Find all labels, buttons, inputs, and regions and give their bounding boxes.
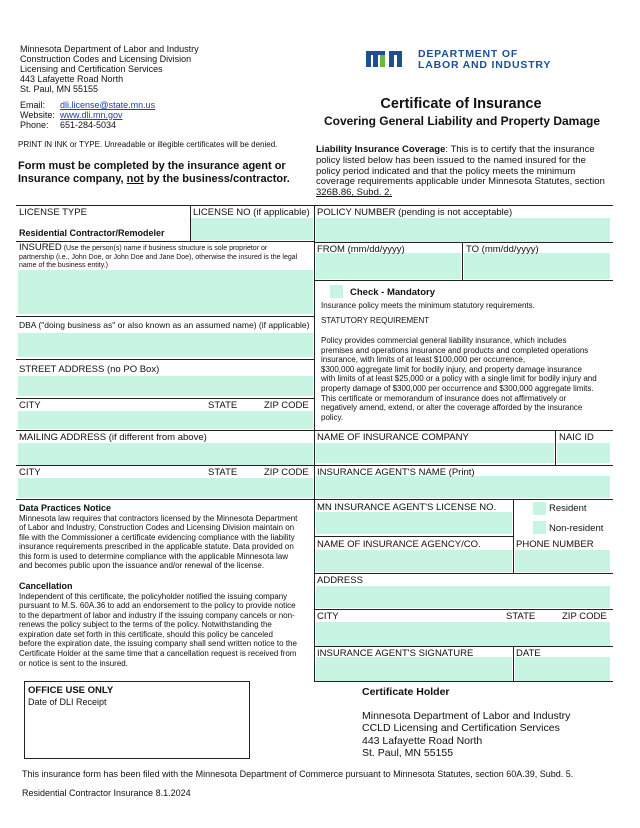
certificate-holder-title: Certificate Holder xyxy=(362,686,450,698)
date-divider xyxy=(513,646,514,682)
statutory-requirement-text xyxy=(321,336,613,422)
dba-field[interactable] xyxy=(18,333,313,357)
statutory-line: insurance, with limits of at least $100,000 per occurrence, xyxy=(321,355,526,365)
warning-line: Insurance company, xyxy=(18,172,127,185)
office-use-title: OFFICE USE ONLY xyxy=(28,685,114,696)
signature-date-label: DATE xyxy=(516,648,541,659)
contact-block xyxy=(20,100,155,130)
nonresident-label: Non-resident xyxy=(549,523,604,534)
check-mandatory-label: Check - Mandatory xyxy=(350,287,435,298)
row-rule xyxy=(314,681,613,682)
notice-line: renews the policy subject to the terms of the policy. Notwithstanding the xyxy=(19,620,272,630)
notice-line: Independent of this certificate, the policyholder notified the issuing company xyxy=(19,591,288,601)
naic-id-label: NAIC ID xyxy=(559,432,594,443)
insurance-company-field[interactable] xyxy=(316,443,554,463)
print-note: PRINT IN INK or TYPE. Unreadable or illegible certificates will be denied. xyxy=(18,140,278,149)
holder-line: CCLD Licensing and Certification Services xyxy=(362,722,560,735)
coverage-statement xyxy=(316,145,616,199)
notice-line: Minnesota law requires that contractors licensed by the Minnesota Department xyxy=(19,513,298,523)
holder-line: 443 Lafayette Road North xyxy=(362,734,483,747)
row-rule xyxy=(16,359,314,360)
street-address-label: STREET ADDRESS (no PO Box) xyxy=(19,364,160,375)
dli-receipt-date-label: Date of DLI Receipt xyxy=(28,697,107,707)
notice-line: pursuant to M.S. 60A.36 to add an endorsement to the policy to provide notice xyxy=(19,601,296,611)
insured-field[interactable] xyxy=(18,270,313,314)
statutory-line: with limits of at least $25,000 or a policy with a single limit for bodily injury and xyxy=(321,374,597,384)
statutory-line: Policy provides commercial general liability insurance, which includes xyxy=(321,336,567,345)
signature-date-field[interactable] xyxy=(515,657,610,681)
notice-line: expiration date set forth in this certificate, should this policy be canceled xyxy=(19,629,273,639)
holder-line: Minnesota Department of Labor and Industry xyxy=(362,710,571,722)
insured-note: partnership (i.e., John Doe, or John Doe and Jane Doe), otherwise the insured is the legal xyxy=(19,253,298,261)
form-identifier: Residential Contractor Insurance 8.1.2024 xyxy=(22,788,191,798)
mandatory-checkbox[interactable] xyxy=(330,285,343,298)
notice-line: Certificate Holder at the same time that a cancellation request is received from xyxy=(19,649,297,659)
row-rule xyxy=(314,609,613,610)
org-line: Construction Codes and Licensing Division xyxy=(20,54,192,64)
mailing-city-label: CITY xyxy=(19,467,41,478)
mailing-zip-label: ZIP CODE xyxy=(264,467,309,478)
agency-city-label: CITY xyxy=(317,611,339,622)
agent-license-field[interactable] xyxy=(316,512,512,534)
agency-name-field[interactable] xyxy=(316,550,512,572)
row-rule xyxy=(16,430,613,431)
mailing-state-label: STATE xyxy=(208,467,238,478)
row-rule xyxy=(314,242,613,243)
completion-warning xyxy=(18,160,290,185)
email-link[interactable]: dli.license@state.mn.us xyxy=(60,100,156,110)
insurance-company-label: NAME OF INSURANCE COMPANY xyxy=(317,432,469,443)
agency-zip-label: ZIP CODE xyxy=(562,611,607,622)
warning-line: by the business/contractor. xyxy=(143,172,290,185)
policy-number-label: POLICY NUMBER (pending is not acceptable) xyxy=(317,207,513,218)
insured-note: name of the business entity.) xyxy=(19,262,108,269)
check-mandatory-note: Insurance policy meets the minimum statutory requirements. xyxy=(321,301,535,310)
notice-line: before the expiration date, the issuing company shall send written notice to the xyxy=(19,639,297,649)
agent-license-label: MN INSURANCE AGENT'S LICENSE NO. xyxy=(317,502,497,513)
org-line: Minnesota Department of Labor and Industry xyxy=(20,44,199,54)
org-line: 443 Lafayette Road North xyxy=(20,74,124,84)
license-type-value: Residential Contractor/Remodeler xyxy=(19,228,165,238)
phone-label: Phone: xyxy=(20,120,49,130)
agency-city-state-zip-field[interactable] xyxy=(316,622,610,646)
logo-text xyxy=(418,49,551,71)
agency-phone-field[interactable] xyxy=(515,550,610,572)
mailing-address-field[interactable] xyxy=(18,443,313,465)
notice-line: this form is used to determine compliance with the applicable Minnesota law xyxy=(19,551,289,561)
zip-label: ZIP CODE xyxy=(264,400,309,411)
coverage-heading: Liability Insurance Coverage xyxy=(316,144,446,155)
statutory-line: premises and operations insurance and products and completed operations xyxy=(321,345,589,355)
agency-phone-label: PHONE NUMBER xyxy=(516,539,594,550)
mailing-address-label: MAILING ADDRESS (if different from above) xyxy=(19,432,207,443)
agent-name-label: INSURANCE AGENT'S NAME (Print) xyxy=(317,467,475,478)
warning-line: Form must be completed by the insurance agent or xyxy=(18,160,286,172)
row-rule xyxy=(16,398,314,399)
org-line: Licensing and Certification Services xyxy=(20,64,163,74)
website-link[interactable]: www.dli.mn.gov xyxy=(60,110,123,120)
row-rule xyxy=(314,573,613,574)
logo-line: LABOR AND INDUSTRY xyxy=(418,59,552,71)
page-title: Certificate of Insurance xyxy=(380,96,542,112)
statutory-line: property damage of $300,000 per occurrence and $300,000 aggregate limits. xyxy=(321,383,594,393)
insured-label: INSURED xyxy=(19,242,62,253)
notice-line: insurance requirements prescribed in the applicable statute. Data provided on xyxy=(19,542,294,552)
statutory-line: policy. xyxy=(321,412,344,422)
notice-line: file with the Commissioner a certificate evidencing compliance with the liability xyxy=(19,532,295,542)
agent-name-field[interactable] xyxy=(316,476,610,498)
city-label: CITY xyxy=(19,400,41,411)
coverage-line: policy period indicated and that the policy meets the minimum xyxy=(316,165,576,177)
agent-signature-label: INSURANCE AGENT'S SIGNATURE xyxy=(317,648,474,659)
holder-line: St. Paul, MN 55155 xyxy=(362,746,454,759)
notice-line: and becomes public upon the issuance and/or renewal of the license. xyxy=(19,561,265,571)
policy-to-date-field[interactable] xyxy=(464,253,610,279)
license-type-label: LICENSE TYPE xyxy=(19,207,87,218)
agency-state-label: STATE xyxy=(506,611,536,622)
insured-note: (Use the person(s) name if business structure is sole proprietor or xyxy=(63,245,268,252)
policy-from-date-field[interactable] xyxy=(316,253,461,279)
agency-address-label: ADDRESS xyxy=(317,575,363,586)
cancellation-notice xyxy=(19,581,314,668)
resident-label: Resident xyxy=(549,503,587,514)
certificate-holder-address xyxy=(362,710,570,759)
notice-line: of Labor and Industry, Construction Codes and Licensing Division maintain on xyxy=(19,523,295,533)
coverage-line: policy listed below has been issued to the named insured for the xyxy=(316,154,586,166)
org-address-block xyxy=(20,44,199,94)
from-date-label: FROM (mm/dd/yyyy) xyxy=(317,244,405,255)
state-label: STATE xyxy=(208,400,238,411)
row-rule xyxy=(314,646,613,647)
cancellation-title: Cancellation xyxy=(19,581,73,591)
statutory-line: negatively amend, extend, or alter the coverage afforded by the insurance xyxy=(321,403,583,413)
row-rule xyxy=(314,280,613,281)
resident-checkbox[interactable] xyxy=(533,502,546,515)
page-subtitle: Covering General Liability and Property Damage xyxy=(323,114,601,128)
notice-line: or notice is sent to the insured. xyxy=(19,658,128,668)
nonresident-checkbox[interactable] xyxy=(533,521,546,534)
coverage-line: : This is to certify that the insurance xyxy=(445,144,595,155)
insured-label-block xyxy=(19,244,311,271)
statutory-line: This certificate or memorandum of insurance does not affirmatively or xyxy=(321,393,567,403)
notice-line: to the department of labor and industry if the issuing company cancels or non- xyxy=(19,610,295,620)
statutory-requirement-title: STATUTORY REQUIREMENT xyxy=(321,316,430,325)
website-label: Website: xyxy=(20,110,55,120)
column-divider xyxy=(314,205,315,682)
street-address-field[interactable] xyxy=(18,376,313,396)
coverage-statute: 326B.86, Subd. 2. xyxy=(316,187,393,199)
naic-id-field[interactable] xyxy=(557,443,610,463)
agency-name-label: NAME OF INSURANCE AGENCY/CO. xyxy=(317,539,481,550)
filing-note: This insurance form has been filed with the Minnesota Department of Commerce pursuant to Minnesota Statutes, section 60A.39, Subd. 5. xyxy=(22,769,574,779)
org-line: St. Paul, MN 55155 xyxy=(20,84,99,94)
logo-line: DEPARTMENT OF xyxy=(418,48,519,60)
naic-divider xyxy=(555,430,556,465)
dli-logo-icon xyxy=(366,47,414,71)
license-divider xyxy=(513,499,514,573)
data-practices-title: Data Practices Notice xyxy=(19,503,112,513)
row-rule xyxy=(16,499,613,500)
warning-not: not xyxy=(126,172,144,185)
mailing-city-state-zip-field[interactable] xyxy=(18,478,313,498)
agent-signature-field[interactable] xyxy=(316,657,512,681)
city-state-zip-field[interactable] xyxy=(18,411,313,429)
email-label: Email: xyxy=(20,100,46,110)
phone-value: 651-284-5034 xyxy=(60,120,117,130)
office-use-box xyxy=(24,681,250,759)
agency-address-field[interactable] xyxy=(316,586,610,608)
data-practices-notice xyxy=(19,503,314,571)
row-rule xyxy=(16,316,314,317)
license-number-field[interactable] xyxy=(191,218,313,240)
row-rule xyxy=(314,536,513,537)
to-date-label: TO (mm/dd/yyyy) xyxy=(466,244,539,255)
policy-number-field[interactable] xyxy=(316,218,610,242)
date-divider xyxy=(462,242,463,280)
row-rule xyxy=(16,465,613,466)
license-divider xyxy=(190,205,191,242)
coverage-line: coverage requirements applicable under Minnesota Statutes, section xyxy=(316,176,605,188)
dba-label: DBA ("doing business as" or also known as an assumed name) (if applicable) xyxy=(19,320,310,330)
statutory-line: $300,000 aggregate limit for bodily injury, and property damage insurance xyxy=(321,364,582,374)
license-no-label: LICENSE NO (if applicable) xyxy=(193,207,310,218)
